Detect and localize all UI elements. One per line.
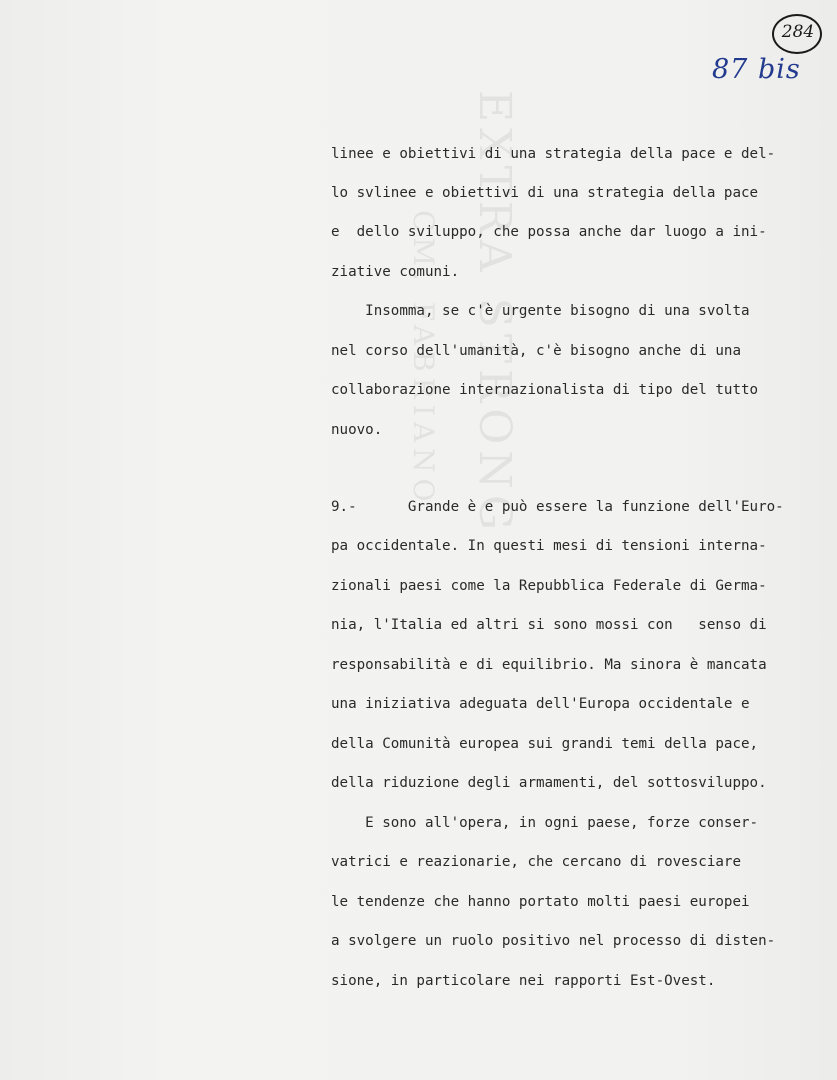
text-line: nuovo.	[331, 422, 383, 438]
text-line: nia, l'Italia ed altri si sono mossi con senso di	[331, 617, 767, 633]
handwritten-annotation: 87 bis	[712, 54, 801, 85]
watermark-text: EXTRA STRONG	[469, 90, 520, 537]
text-line: ziative comuni.	[331, 264, 460, 280]
text-line: nel corso dell'umanità, c'è bisogno anche di una	[331, 343, 741, 359]
text-line: pa occidentale. In questi mesi di tensioni interna-	[331, 538, 767, 554]
text-line: E sono all'opera, in ogni paese, forze conser-	[331, 815, 759, 831]
text-line: a svolgere un ruolo positivo nel processo di disten-	[331, 933, 776, 949]
text-line: Insomma, se c'è urgente bisogno di una svolta	[331, 303, 750, 319]
text-line: sione, in particolare nei rapporti Est-Ovest.	[331, 973, 716, 989]
text-line: una iniziativa adeguata dell'Europa occidentale e	[331, 696, 750, 712]
text-line: collaborazione internazionalista di tipo del tutto	[331, 382, 759, 398]
text-line: linee e obiettivi di una strategia della pace e del-	[331, 146, 776, 162]
text-line: lo svlinee e obiettivi di una strategia della pace	[331, 185, 759, 201]
text-line: e dello sviluppo, che possa anche dar luogo a ini-	[331, 224, 767, 240]
page-number: 284	[781, 22, 815, 42]
text-line: responsabilità e di equilibrio. Ma sinora è mancata	[331, 657, 767, 673]
text-line: vatrici e reazionarie, che cercano di rovesciare	[331, 854, 741, 870]
text-line: della Comunità europea sui grandi temi della pace,	[331, 736, 759, 752]
text-line: zionali paesi come la Repubblica Federale di Germa-	[331, 578, 767, 594]
text-line: le tendenze che hanno portato molti paesi europei	[331, 894, 750, 910]
watermark-subtext: CM. FABRIANO	[407, 210, 440, 508]
text-line: 9.- Grande è e può essere la funzione dell'Euro-	[331, 499, 784, 515]
text-line: della riduzione degli armamenti, del sottosviluppo.	[331, 775, 767, 791]
